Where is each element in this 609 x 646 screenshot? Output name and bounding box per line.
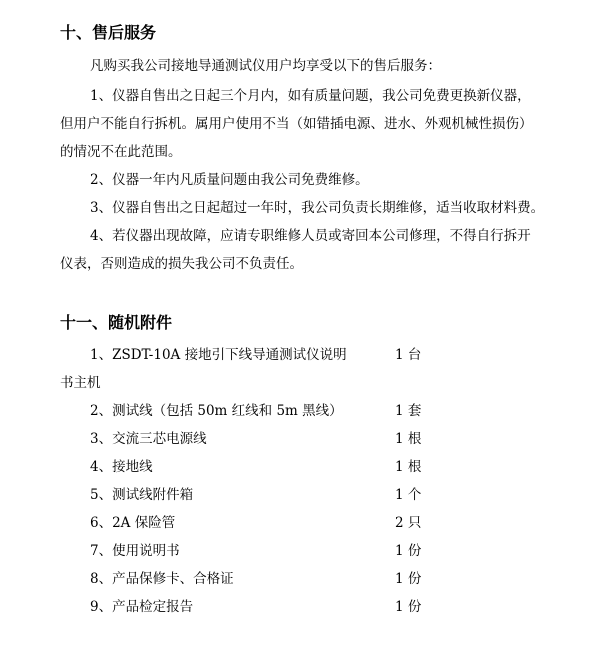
accessory-row — [0, 593, 609, 621]
service-item-1-line-2: 但用户不能自行拆机。属用户使用不当（如错插电源、进水、外观机械性损伤） — [60, 116, 533, 132]
accessory-quantity: 2 只 — [395, 515, 422, 531]
accessory-quantity: 1 套 — [395, 403, 422, 419]
accessory-row — [0, 453, 609, 481]
service-item-4-line-1: 4、若仪器出现故障，应请专职维修人员或寄回本公司修理，不得自行拆开 — [90, 228, 531, 244]
accessory-quantity: 1 份 — [395, 571, 422, 587]
accessory-quantity: 1 台 — [395, 347, 422, 363]
accessory-row — [0, 425, 609, 453]
accessory-row — [0, 537, 609, 565]
section-11-heading: 十一、随机附件 — [60, 313, 173, 332]
service-item-2: 2、仪器一年内凡质量问题由我公司免费维修。 — [90, 172, 369, 188]
accessory-quantity: 1 个 — [395, 487, 422, 503]
accessory-name: 1、ZSDT-10A 接地引下线导通测试仪说明 — [90, 347, 347, 363]
service-item-3: 3、仪器自售出之日起超过一年时，我公司负责长期维修，适当收取材料费。 — [90, 200, 545, 216]
accessory-name: 9、产品检定报告 — [90, 599, 194, 615]
accessory-name-continuation: 书主机 — [60, 375, 101, 391]
accessory-name: 8、产品保修卡、合格证 — [90, 571, 234, 587]
accessory-name: 7、使用说明书 — [90, 543, 180, 559]
accessory-row — [0, 509, 609, 537]
service-item-4-line-2: 仪表，否则造成的损失我公司不负责任。 — [60, 256, 303, 272]
service-item-1-line-1: 1、仪器自售出之日起三个月内，如有质量问题，我公司免费更换新仪器， — [90, 88, 531, 104]
accessory-name: 6、2A 保险管 — [90, 515, 176, 531]
accessory-row — [0, 481, 609, 509]
section-10-heading: 十、售后服务 — [60, 23, 157, 42]
accessory-quantity: 1 根 — [395, 459, 422, 475]
accessory-quantity: 1 份 — [395, 543, 422, 559]
accessory-row — [0, 397, 609, 425]
accessory-row — [0, 341, 609, 369]
accessory-name: 5、测试线附件箱 — [90, 487, 194, 503]
accessory-name: 4、接地线 — [90, 459, 153, 475]
section-10-intro: 凡购买我公司接地导通测试仪用户均享受以下的售后服务： — [90, 58, 441, 74]
accessory-row — [0, 565, 609, 593]
accessory-name: 2、测试线（包括 50m 红线和 5m 黑线） — [90, 403, 343, 419]
service-item-1-line-3: 的情况不在此范围。 — [60, 144, 182, 160]
accessory-quantity: 1 根 — [395, 431, 422, 447]
accessory-quantity: 1 份 — [395, 599, 422, 615]
accessory-name: 3、交流三芯电源线 — [90, 431, 207, 447]
